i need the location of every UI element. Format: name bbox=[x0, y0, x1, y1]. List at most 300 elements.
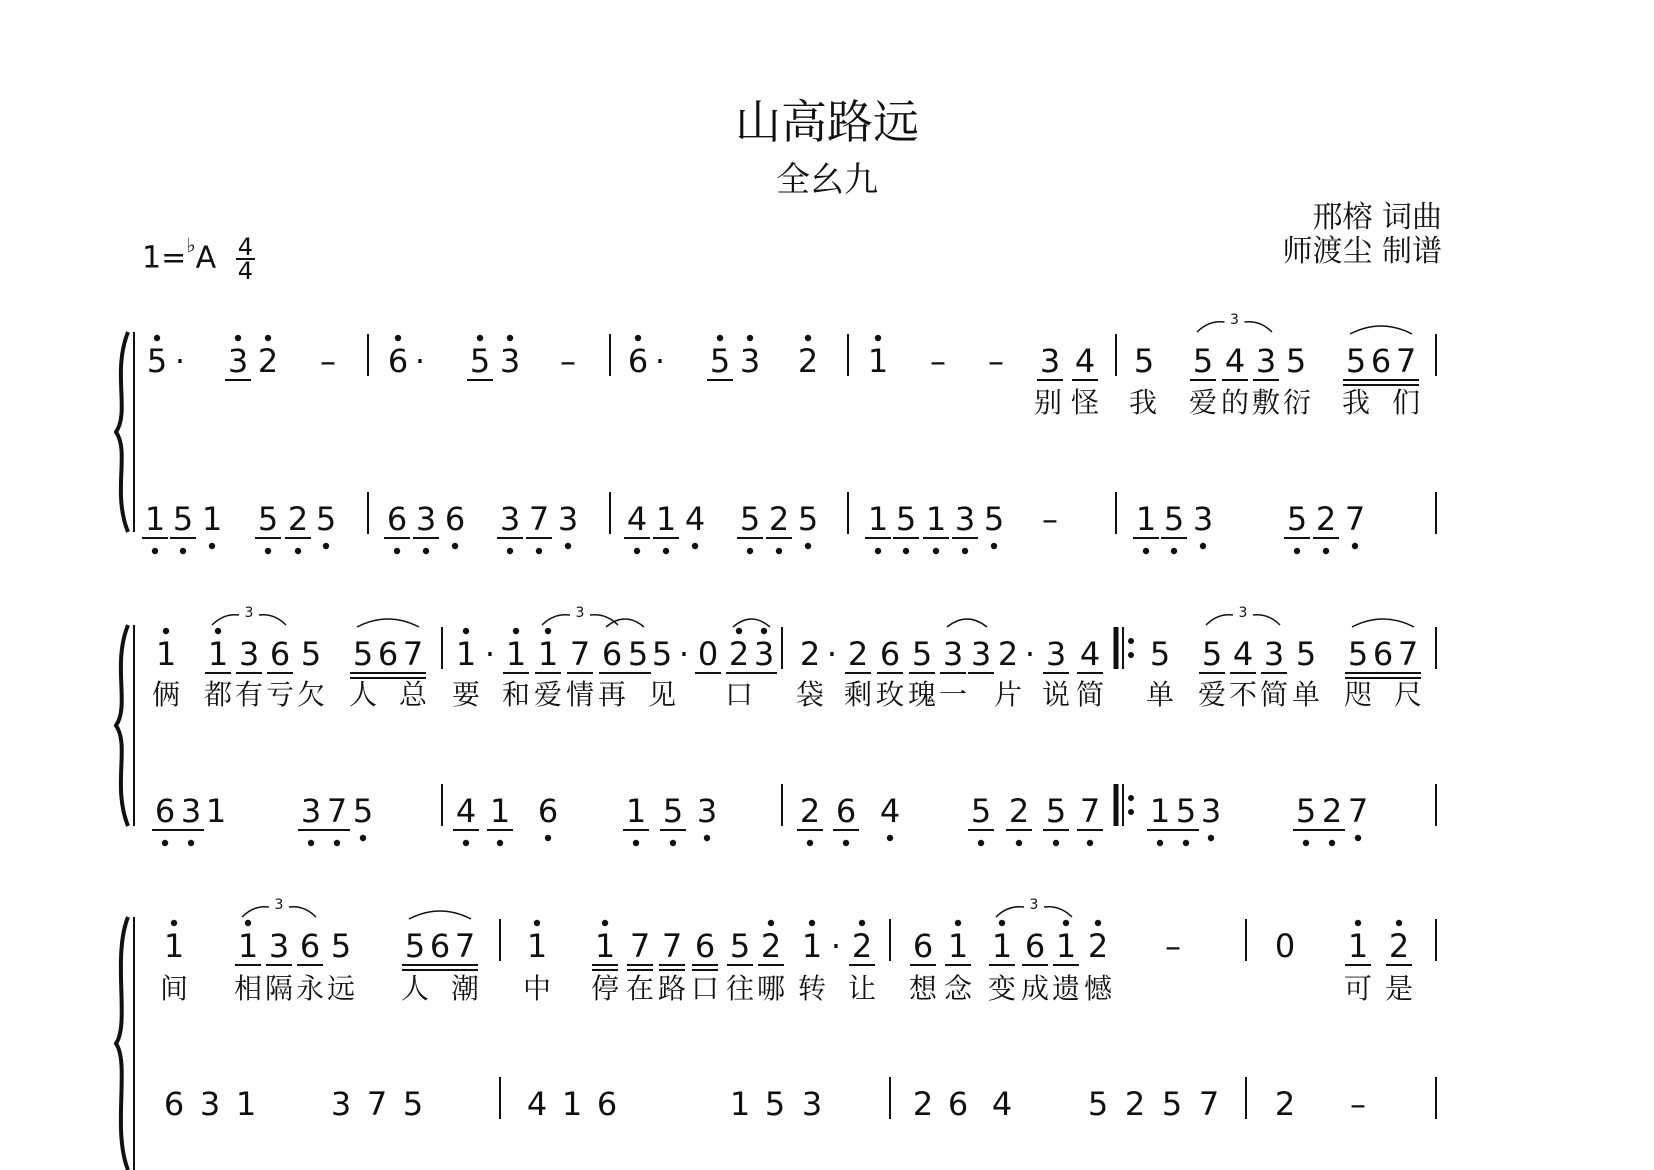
bass-octave-dot-below bbox=[634, 548, 640, 554]
bass-note: 4 bbox=[455, 792, 477, 830]
lyric-char: 人 bbox=[400, 972, 430, 1005]
melody-octave-dot-above bbox=[955, 920, 961, 926]
melody-note: 6 bbox=[299, 927, 321, 965]
bass-note: 2 bbox=[1008, 792, 1030, 830]
melody-note: 6 bbox=[1370, 342, 1392, 380]
slur bbox=[1350, 326, 1412, 334]
melody-note: 1 bbox=[1055, 927, 1077, 965]
lyric-char: 剩 bbox=[843, 678, 873, 711]
melody-note: 3 bbox=[227, 342, 249, 380]
lyric-char: 怪 bbox=[1070, 386, 1100, 419]
melody-octave-dot-above bbox=[1095, 920, 1101, 926]
bass-note: 5 bbox=[315, 500, 337, 538]
bass-note: 1 bbox=[489, 792, 511, 830]
bass-octave-dot-below bbox=[1329, 840, 1335, 846]
brace-icon bbox=[116, 917, 128, 1170]
bass-octave-dot-below bbox=[1352, 543, 1358, 549]
melody-repeat-dot bbox=[1128, 652, 1134, 658]
bass-note: 5 bbox=[257, 500, 279, 538]
bass-note: 1 bbox=[235, 1085, 257, 1123]
melody-note: 1 bbox=[537, 635, 559, 673]
song-artist: 全幺九 bbox=[776, 160, 878, 200]
melody-note: 2 bbox=[1388, 927, 1410, 965]
melody-octave-dot-above bbox=[875, 335, 881, 341]
bass-octave-dot-below bbox=[1016, 840, 1022, 846]
melody-note: · bbox=[678, 635, 690, 673]
bass-note: 3 bbox=[499, 500, 521, 538]
bass-octave-dot-below bbox=[565, 543, 571, 549]
melody-note: 2 bbox=[997, 635, 1019, 673]
credit-lyrics-music: 邢榕 词曲 bbox=[1312, 200, 1442, 235]
melody-note: 5 bbox=[1295, 635, 1317, 673]
lyric-char: 们 bbox=[1391, 386, 1421, 419]
bass-octave-dot-below bbox=[1323, 548, 1329, 554]
bass-octave-dot-below bbox=[1157, 840, 1163, 846]
melody-note: 5 bbox=[1347, 635, 1369, 673]
slur bbox=[357, 619, 419, 627]
lyric-char: 可 bbox=[1343, 972, 1373, 1005]
melody-octave-dot-above bbox=[463, 628, 469, 634]
melody-note: 3 bbox=[1255, 342, 1277, 380]
melody-note: 5 bbox=[1133, 342, 1155, 380]
melody-octave-dot-above bbox=[265, 335, 271, 341]
bass-octave-dot-below bbox=[1171, 548, 1177, 554]
melody-note: 6 bbox=[879, 635, 901, 673]
bass-note: 5 bbox=[797, 500, 819, 538]
lyric-char: 人 bbox=[348, 678, 378, 711]
melody-note: · bbox=[830, 927, 842, 965]
lyric-char: 中 bbox=[522, 972, 552, 1005]
lyric-char: 哪 bbox=[756, 972, 786, 1005]
bass-note: 5 bbox=[1175, 792, 1197, 830]
lyric-char: 是 bbox=[1384, 972, 1414, 1005]
lyric-char: 俩 bbox=[151, 678, 181, 711]
melody-octave-dot-above bbox=[507, 335, 513, 341]
melody-octave-dot-above bbox=[235, 335, 241, 341]
slur bbox=[733, 619, 770, 627]
bass-note: 3 bbox=[1200, 792, 1222, 830]
bass-note: 5 bbox=[352, 792, 374, 830]
lyric-char: 一 bbox=[938, 678, 968, 711]
melody-note: 0 bbox=[697, 635, 719, 673]
flat-icon: ♭ bbox=[186, 232, 196, 257]
lyric-char: 的 bbox=[1220, 386, 1250, 419]
bass-octave-dot-below bbox=[875, 548, 881, 554]
bass-note: 1 bbox=[1135, 500, 1157, 538]
bass-octave-dot-below bbox=[1355, 835, 1361, 841]
bass-note: 5 bbox=[739, 500, 761, 538]
melody-note: 4 bbox=[1074, 342, 1096, 380]
bass-note: 7 bbox=[1344, 500, 1366, 538]
melody-octave-dot-above bbox=[1063, 920, 1069, 926]
melody-octave-dot-above bbox=[1396, 920, 1402, 926]
melody-note: 5 bbox=[729, 927, 751, 965]
bass-octave-dot-below bbox=[843, 840, 849, 846]
lyric-char: 亏 bbox=[265, 678, 295, 711]
melody-note: 6 bbox=[912, 927, 934, 965]
lyric-char: 想 bbox=[908, 972, 938, 1005]
bass-note: 1 bbox=[625, 792, 647, 830]
bass-octave-dot-below bbox=[1143, 548, 1149, 554]
lyric-char: 间 bbox=[159, 972, 189, 1005]
bass-note: 1 bbox=[655, 500, 677, 538]
bass-octave-dot-below bbox=[807, 840, 813, 846]
melody-note: 1 bbox=[163, 927, 185, 965]
bass-octave-dot-below bbox=[663, 548, 669, 554]
melody-note: 6 bbox=[429, 927, 451, 965]
melody-note: 2 bbox=[728, 635, 750, 673]
bass-note: 1 bbox=[205, 792, 227, 830]
melody-note: – bbox=[560, 342, 576, 380]
melody-note: 5 bbox=[651, 635, 673, 673]
bass-note: 7 bbox=[326, 792, 348, 830]
bass-note: 2 bbox=[1321, 792, 1343, 830]
bass-octave-dot-below bbox=[545, 835, 551, 841]
bass-octave-dot-below bbox=[360, 835, 366, 841]
melody-note: – bbox=[930, 342, 946, 380]
bass-note: 5 bbox=[983, 500, 1005, 538]
lyric-char: 瑰 bbox=[907, 678, 937, 711]
melody-note: 1 bbox=[505, 635, 527, 673]
melody-octave-dot-above bbox=[154, 335, 160, 341]
melody-note: 5 bbox=[1149, 635, 1171, 673]
bass-octave-dot-below bbox=[1208, 835, 1214, 841]
melody-note: 4 bbox=[1079, 635, 1101, 673]
melody-octave-dot-above bbox=[809, 920, 815, 926]
brace-icon bbox=[116, 332, 128, 532]
melody-octave-dot-above bbox=[768, 920, 774, 926]
bass-octave-dot-below bbox=[978, 840, 984, 846]
bass-note: 4 bbox=[626, 500, 648, 538]
bass-octave-dot-below bbox=[887, 835, 893, 841]
lyric-char: 成 bbox=[1020, 972, 1050, 1005]
melody-octave-dot-above bbox=[245, 920, 251, 926]
melody-note: 5 bbox=[1192, 342, 1214, 380]
lyric-char: 见 bbox=[647, 678, 677, 711]
bass-note: 3 bbox=[557, 500, 579, 538]
bass-octave-dot-below bbox=[670, 840, 676, 846]
lyric-char: 在 bbox=[625, 972, 655, 1005]
key-prefix: 1= bbox=[142, 240, 187, 276]
melody-note: – bbox=[988, 342, 1004, 380]
melody-note: 6 bbox=[627, 342, 649, 380]
lyric-char: 爱 bbox=[1197, 678, 1227, 711]
bass-octave-dot-below bbox=[805, 543, 811, 549]
melody-note: 1 bbox=[867, 342, 889, 380]
melody-note: 4 bbox=[1232, 635, 1254, 673]
lyric-char: 有 bbox=[234, 678, 264, 711]
bass-note: 5 bbox=[172, 500, 194, 538]
bass-note: 1 bbox=[201, 500, 223, 538]
bass-octave-dot-below bbox=[295, 548, 301, 554]
bass-octave-dot-below bbox=[1053, 840, 1059, 846]
lyric-char: 爱 bbox=[1188, 386, 1218, 419]
bass-octave-dot-below bbox=[1087, 840, 1093, 846]
bass-octave-dot-below bbox=[962, 548, 968, 554]
melody-note: 7 bbox=[661, 927, 683, 965]
melody-note: 5 bbox=[627, 635, 649, 673]
lyric-char: 相 bbox=[233, 972, 263, 1005]
lyric-char: 尺 bbox=[1393, 678, 1423, 711]
bass-note: 4 bbox=[684, 500, 706, 538]
lyric-char: 片 bbox=[993, 678, 1023, 711]
lyric-char: 变 bbox=[987, 972, 1017, 1005]
melody-note: · bbox=[174, 342, 186, 380]
song-title: 山高路远 bbox=[735, 95, 919, 149]
melody-octave-dot-above bbox=[395, 335, 401, 341]
bass-note: 5 bbox=[895, 500, 917, 538]
melody-note: 4 bbox=[1224, 342, 1246, 380]
bass-note: 3 bbox=[1192, 500, 1214, 538]
bass-note: 7 bbox=[366, 1085, 388, 1123]
bass-octave-dot-below bbox=[536, 548, 542, 554]
bass-octave-dot-below bbox=[933, 548, 939, 554]
melody-note: · bbox=[414, 342, 426, 380]
bass-note: 5 bbox=[970, 792, 992, 830]
time-top: 4 bbox=[237, 233, 254, 261]
melody-note: 3 bbox=[499, 342, 521, 380]
melody-note: 5 bbox=[469, 342, 491, 380]
bass-note: 7 bbox=[1198, 1085, 1220, 1123]
bass-note: 5 bbox=[1286, 500, 1308, 538]
bass-octave-dot-below bbox=[152, 548, 158, 554]
bass-octave-dot-below bbox=[209, 543, 215, 549]
bass-octave-dot-below bbox=[180, 548, 186, 554]
bass-note: 6 bbox=[835, 792, 857, 830]
lyric-char: 简 bbox=[1259, 678, 1289, 711]
lyric-char: 不 bbox=[1228, 678, 1258, 711]
bass-note: 4 bbox=[879, 792, 901, 830]
bass-note: 3 bbox=[801, 1085, 823, 1123]
melody-octave-dot-above bbox=[717, 335, 723, 341]
melody-octave-dot-above bbox=[999, 920, 1005, 926]
melody-octave-dot-above bbox=[1355, 920, 1361, 926]
melody-octave-dot-above bbox=[215, 628, 221, 634]
bass-note: 1 bbox=[561, 1085, 583, 1123]
bass-note: 2 bbox=[768, 500, 790, 538]
melody-octave-dot-above bbox=[761, 628, 767, 634]
melody-note: 2 bbox=[257, 342, 279, 380]
bass-octave-dot-below bbox=[162, 840, 168, 846]
bass-note: 2 bbox=[1124, 1085, 1146, 1123]
bass-octave-dot-below bbox=[1183, 840, 1189, 846]
melody-note: 3 bbox=[1263, 635, 1285, 673]
lyric-char: 袋 bbox=[795, 678, 825, 711]
melody-note: 2 bbox=[799, 635, 821, 673]
bass-octave-dot-below bbox=[776, 548, 782, 554]
bass-note: 7 bbox=[1347, 792, 1369, 830]
melody-octave-dot-above bbox=[163, 628, 169, 634]
bass-octave-dot-below bbox=[265, 548, 271, 554]
bass-octave-dot-below bbox=[452, 543, 458, 549]
lyric-char: 总 bbox=[398, 678, 428, 711]
triplet-label: 3 bbox=[1238, 605, 1248, 621]
bass-note: 5 bbox=[402, 1085, 424, 1123]
melody-note: – bbox=[320, 342, 336, 380]
bass-octave-dot-below bbox=[497, 840, 503, 846]
bass-octave-dot-below bbox=[308, 840, 314, 846]
bass-note: 7 bbox=[1079, 792, 1101, 830]
bass-note: 1 bbox=[867, 500, 889, 538]
bass-note: 4 bbox=[991, 1085, 1013, 1123]
melody-note: 6 bbox=[694, 927, 716, 965]
lyric-char: 爱 bbox=[533, 678, 563, 711]
melody-note: 5 bbox=[911, 635, 933, 673]
bass-octave-dot-below bbox=[394, 548, 400, 554]
melody-note: · bbox=[826, 635, 838, 673]
melody-note: 1 bbox=[1347, 927, 1369, 965]
melody-note: 7 bbox=[454, 927, 476, 965]
lyric-char: 欠 bbox=[296, 678, 326, 711]
bass-octave-dot-below bbox=[704, 835, 710, 841]
lyric-char: 潮 bbox=[450, 972, 480, 1005]
slur bbox=[947, 619, 987, 627]
lyric-char: 隔 bbox=[264, 972, 294, 1005]
lyric-char: 玫 bbox=[875, 678, 905, 711]
bass-repeat-dot bbox=[1128, 795, 1134, 801]
bass-note: 4 bbox=[526, 1085, 548, 1123]
melody-octave-dot-above bbox=[602, 920, 608, 926]
bass-note: 5 bbox=[1045, 792, 1067, 830]
melody-note: 7 bbox=[1395, 342, 1417, 380]
bass-note: 2 bbox=[287, 500, 309, 538]
slur bbox=[1352, 619, 1414, 627]
bass-note: 3 bbox=[696, 792, 718, 830]
bass-octave-dot-below bbox=[463, 840, 469, 846]
bass-octave-dot-below bbox=[188, 840, 194, 846]
melody-note: 7 bbox=[1397, 635, 1419, 673]
bass-note: 3 bbox=[954, 500, 976, 538]
bass-note: 2 bbox=[799, 792, 821, 830]
melody-note: 1 bbox=[947, 927, 969, 965]
melody-note: · bbox=[484, 635, 496, 673]
brace-icon bbox=[116, 625, 128, 826]
lyric-char: 简 bbox=[1075, 678, 1105, 711]
lyric-char: 敷 bbox=[1251, 386, 1281, 419]
melody-note: 5 bbox=[404, 927, 426, 965]
melody-note: 7 bbox=[402, 635, 424, 673]
lyric-char: 永 bbox=[295, 972, 325, 1005]
melody-note: 5 bbox=[1201, 635, 1223, 673]
melody-note: 6 bbox=[269, 635, 291, 673]
bass-note: 6 bbox=[537, 792, 559, 830]
melody-note: 2 bbox=[797, 342, 819, 380]
bass-octave-dot-below bbox=[507, 548, 513, 554]
lyric-char: 单 bbox=[1145, 678, 1175, 711]
bass-note: 1 bbox=[1149, 792, 1171, 830]
lyric-char: 口 bbox=[690, 972, 720, 1005]
melody-note: 7 bbox=[629, 927, 651, 965]
lyric-char: 停 bbox=[590, 972, 620, 1005]
melody-note: 1 bbox=[991, 927, 1013, 965]
melody-note: 5 bbox=[1285, 342, 1307, 380]
bass-note: 5 bbox=[1163, 500, 1185, 538]
key-note: A bbox=[195, 240, 217, 276]
bass-note: 5 bbox=[764, 1085, 786, 1123]
melody-note: · bbox=[1024, 635, 1036, 673]
melody-note: 1 bbox=[526, 927, 548, 965]
bass-octave-dot-below bbox=[1294, 548, 1300, 554]
bass-note: 2 bbox=[1274, 1085, 1296, 1123]
lyric-char: 和 bbox=[501, 678, 531, 711]
bass-note: 6 bbox=[947, 1085, 969, 1123]
bass-note: 3 bbox=[300, 792, 322, 830]
bass-octave-dot-below bbox=[323, 543, 329, 549]
lyric-char: 念 bbox=[943, 972, 973, 1005]
lyric-char: 我 bbox=[1128, 386, 1158, 419]
melody-note: 3 bbox=[753, 635, 775, 673]
bass-octave-dot-below bbox=[903, 548, 909, 554]
lyric-char: 转 bbox=[797, 972, 827, 1005]
triplet-label: 3 bbox=[244, 605, 254, 621]
bass-note: 3 bbox=[415, 500, 437, 538]
melody-octave-dot-above bbox=[805, 335, 811, 341]
bass-octave-dot-below bbox=[334, 840, 340, 846]
lyric-char: 情 bbox=[565, 678, 595, 711]
bass-note: 5 bbox=[662, 792, 684, 830]
lyric-char: 口 bbox=[724, 678, 754, 711]
bass-octave-dot-below bbox=[423, 548, 429, 554]
bass-note: 6 bbox=[154, 792, 176, 830]
melody-note: 0 bbox=[1274, 927, 1296, 965]
melody-note: 6 bbox=[387, 342, 409, 380]
lyric-char: 让 bbox=[847, 972, 877, 1005]
time-bottom: 4 bbox=[237, 257, 254, 285]
triplet-label: 3 bbox=[1029, 897, 1039, 913]
melody-octave-dot-above bbox=[545, 628, 551, 634]
melody-note: 2 bbox=[851, 927, 873, 965]
bass-note: – bbox=[1350, 1085, 1366, 1123]
melody-note: 5 bbox=[352, 635, 374, 673]
melody-note: 1 bbox=[594, 927, 616, 965]
triplet-label: 3 bbox=[274, 897, 284, 913]
melody-note: 2 bbox=[1087, 927, 1109, 965]
bass-octave-dot-below bbox=[1200, 543, 1206, 549]
melody-note: 5 bbox=[146, 342, 168, 380]
lyric-char: 我 bbox=[1341, 386, 1371, 419]
bass-octave-dot-below bbox=[692, 543, 698, 549]
bass-note: 3 bbox=[330, 1085, 352, 1123]
bass-note: 3 bbox=[180, 792, 202, 830]
melody-note: 5 bbox=[1345, 342, 1367, 380]
bass-octave-dot-below bbox=[633, 840, 639, 846]
melody-octave-dot-above bbox=[747, 335, 753, 341]
bass-note: 5 bbox=[1295, 792, 1317, 830]
melody-octave-dot-above bbox=[635, 335, 641, 341]
lyric-char: 远 bbox=[326, 972, 356, 1005]
lyric-char: 别 bbox=[1033, 386, 1063, 419]
bass-note: 2 bbox=[1315, 500, 1337, 538]
melody-note: 1 bbox=[207, 635, 229, 673]
bass-octave-dot-below bbox=[991, 543, 997, 549]
lyric-char: 路 bbox=[657, 972, 687, 1005]
melody-note: 2 bbox=[760, 927, 782, 965]
bass-note: 6 bbox=[386, 500, 408, 538]
lyric-char: 单 bbox=[1291, 678, 1321, 711]
bass-note: 5 bbox=[1087, 1085, 1109, 1123]
melody-note: 2 bbox=[847, 635, 869, 673]
melody-octave-dot-above bbox=[477, 335, 483, 341]
lyric-char: 往 bbox=[725, 972, 755, 1005]
melody-note: 3 bbox=[1039, 342, 1061, 380]
lyric-char: 再 bbox=[597, 678, 627, 711]
melody-note: 6 bbox=[601, 635, 623, 673]
lyric-char: 说 bbox=[1041, 678, 1071, 711]
bass-octave-dot-below bbox=[1303, 840, 1309, 846]
melody-note: 6 bbox=[377, 635, 399, 673]
melody-note: 6 bbox=[1024, 927, 1046, 965]
credit-transcriber: 师渡尘 制谱 bbox=[1282, 234, 1442, 269]
